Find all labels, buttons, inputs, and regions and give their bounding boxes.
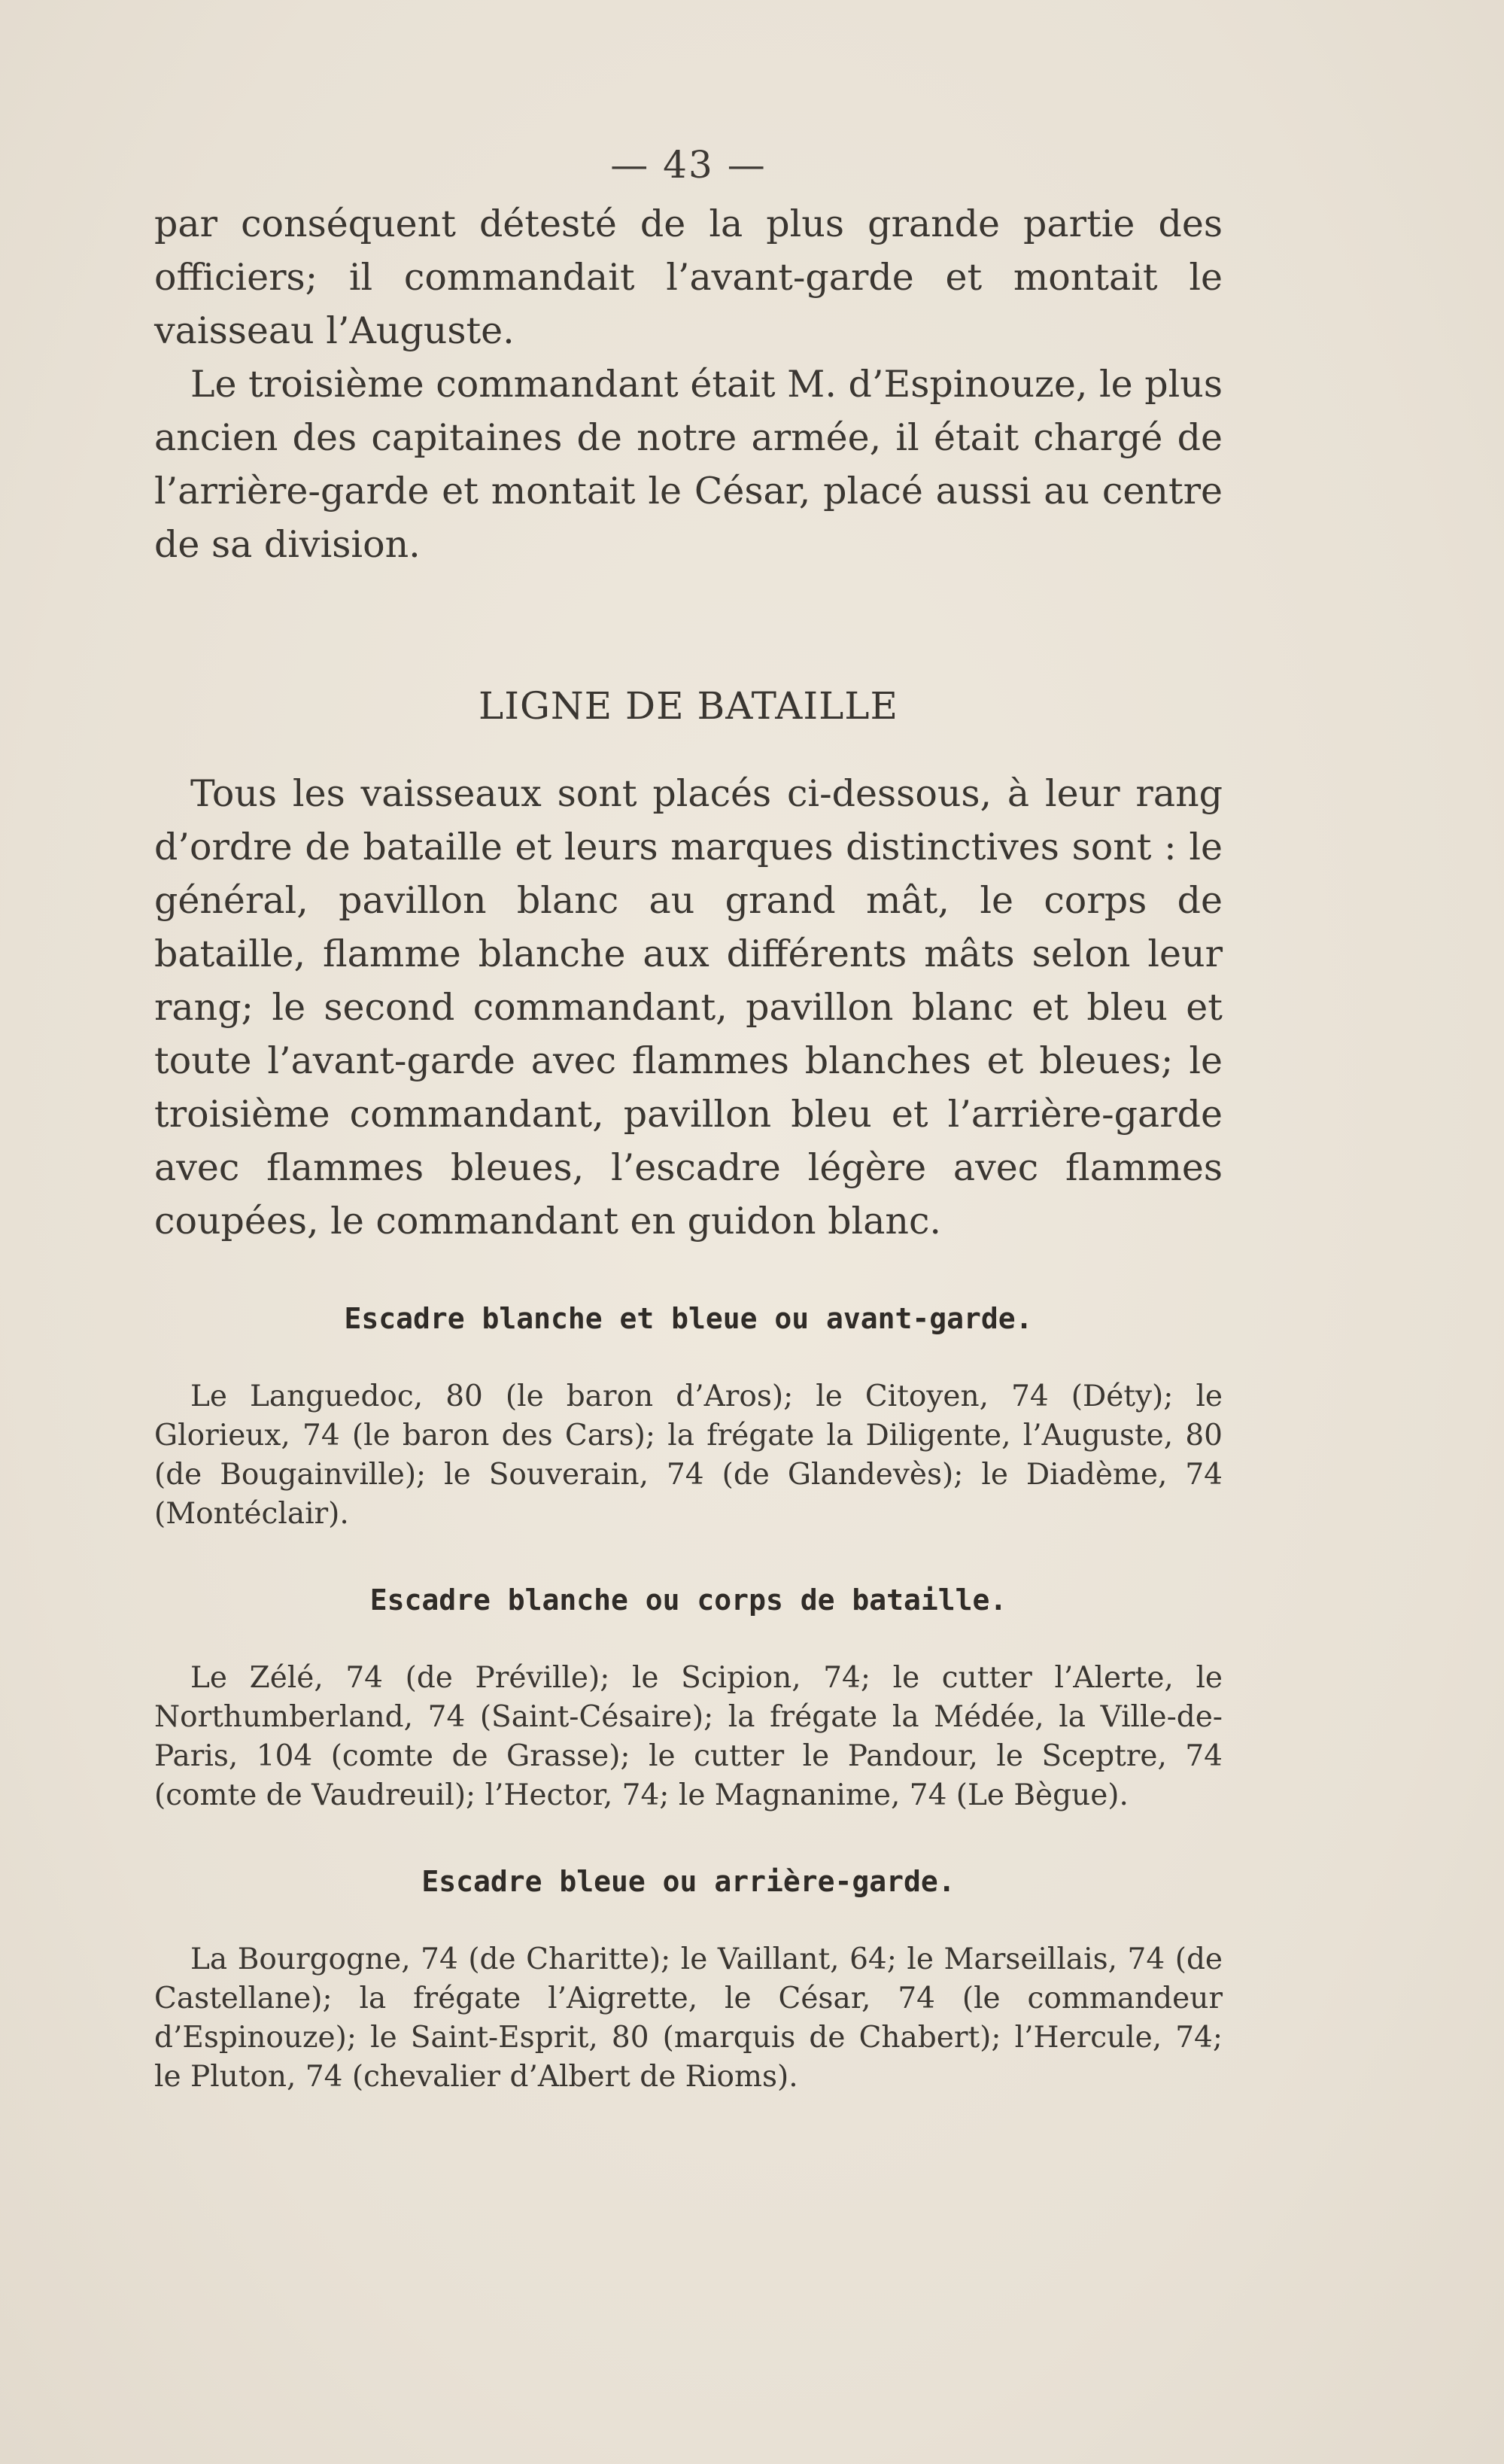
- squadron-heading-vanguard: Escadre blanche et bleue ou avant-garde.: [344, 1302, 1033, 1335]
- ship-list-rearguard: La Bourgogne, 74 (de Charitte); le Vaillant, 64; le Marseillais, 74 (de Castellane); la frégate l’Aigrette, le César, 74 (le commandeur d’Espinouze); le Saint-Esprit, 80 (marquis de Chabert); l’Hercule, 74; le Pluton, 74 (chevalier d’Albert de Rioms).: [154, 1942, 1223, 2094]
- ship-list-center: Le Zélé, 74 (de Préville); le Scipion, 74; le cutter l’Alerte, le Northumberland, 74 (Saint-Césaire); la frégate la Médée, la Ville-de-Paris, 104 (comte de Grasse); le cutter le Pandour, le Sceptre, 74 (comte de Vaudreuil); l’Hector, 74; le Magnanime, 74 (Le Bègue).: [154, 1661, 1223, 1812]
- paragraph-third-commander: Le troisième commandant était M. d’Espinouze, le plus ancien des capitaines de notre armée, il était chargé de l’arrière-garde et montait le César, placé aussi au centre de sa division.: [154, 363, 1223, 566]
- paragraph-battle-line-intro: Tous les vaisseaux sont placés ci-dessous, à leur rang d’ordre de bataille et leurs marques distinctives sont : le général, pavillon blanc au grand mât, le corps de bataille, flamme blanche aux différents mâts selon leur rang; le second commandant, pavillon blanc et bleu et toute l’avant-garde avec flammes blanches et bleues; le troisième commandant, pavillon bleu et l’arrière-garde avec flammes bleues, l’escadre légère avec flammes coupées, le commandant en guidon blanc.: [154, 772, 1223, 1243]
- book-page: [154, 143, 1223, 2097]
- paragraph-continuation: par conséquent détesté de la plus grande partie des officiers; il commandait l’avant-garde et montait le vaisseau l’Auguste.: [154, 202, 1223, 352]
- ship-list-vanguard: Le Languedoc, 80 (le baron d’Aros); le Citoyen, 74 (Déty); le Glorieux, 74 (le baron des Cars); la frégate la Diligente, l’Auguste, 80 (de Bougainville); le Souverain, 74 (de Glandevès); le Diadème, 74 (Montéclair).: [154, 1380, 1223, 1531]
- page-number: — 43 —: [610, 143, 767, 187]
- section-title: LIGNE DE BATAILLE: [478, 684, 898, 728]
- squadron-heading-center: Escadre blanche ou corps de bataille.: [369, 1583, 1007, 1617]
- squadron-heading-rearguard: Escadre bleue ou arrière-garde.: [421, 1865, 956, 1898]
